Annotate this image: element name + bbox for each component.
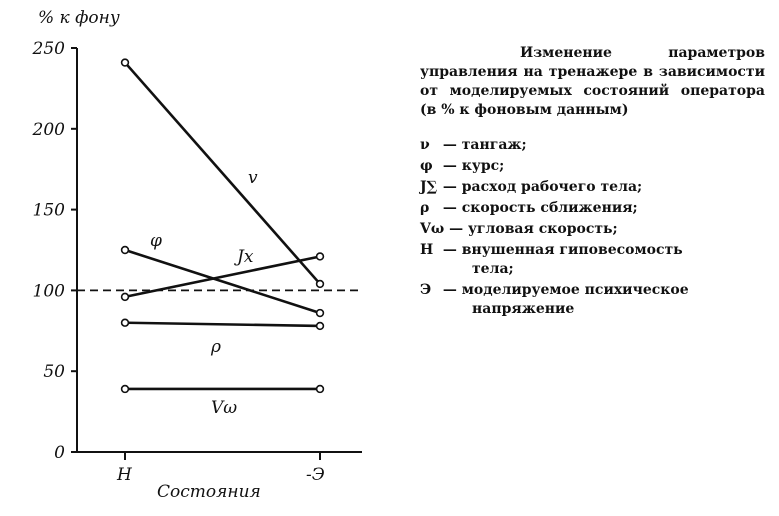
series-label: Vω [211,398,238,418]
figure-caption [420,44,765,321]
y-tick-label: 150 [32,200,65,221]
data-point [122,293,129,300]
legend-text: — расход рабочего тела; [442,179,643,195]
legend-symbol: J∑ [420,179,438,195]
legend-symbol: ν [420,137,430,153]
legend-item-h [420,241,765,279]
data-point [317,310,324,317]
data-point [317,253,324,260]
caption-title: Изменение параметров управления на тренажере в зависимости от моделируемых состояний оператора (в % к фоновым данным) [420,45,765,118]
x-axis-label: Состояния [157,482,261,502]
y-tick-label: 250 [32,39,65,59]
series-lines [125,63,320,389]
legend-text: — скорость сближения; [442,200,638,216]
y-tick-label: 100 [32,281,65,302]
legend-item-fuel [420,178,765,197]
series-label: φ [150,231,162,251]
legend-item-e [420,281,765,319]
data-point [122,386,129,393]
y-tick-label: 50 [43,362,65,383]
legend-list [420,136,765,319]
series-labels [150,168,258,418]
legend-symbol: Н [420,242,434,258]
y-tick-label: 0 [54,443,65,463]
series-label: v [248,168,258,188]
x-ticks [116,452,325,485]
y-ticks [32,39,77,463]
legend-item-approach-speed [420,199,765,218]
series-label: Jx [237,247,254,267]
legend-item-course [420,157,765,176]
legend-item-pitch [420,136,765,155]
data-point [317,323,324,330]
series-points [122,59,324,392]
legend-text-cont: тела; [472,261,514,277]
x-tick-label: Н [117,465,132,485]
y-axis-label: % к фону [38,8,120,28]
legend-text: — курс; [442,158,505,174]
legend-symbol: Э [420,282,432,298]
legend-symbol: φ [420,158,433,174]
x-tick-label: -Э [306,465,325,485]
legend-symbol: Vω [420,221,445,237]
data-point [317,281,324,288]
y-tick-label: 200 [32,119,65,140]
data-point [122,247,129,254]
legend-text: — внушенная гиповесомость [442,242,683,258]
legend-text: — тангаж; [442,137,527,153]
series-line [125,250,320,313]
data-point [122,59,129,66]
data-point [122,319,129,326]
legend-symbol: ρ [420,200,430,216]
legend-text: — моделируемое психическое [442,282,689,298]
series-line [125,323,320,326]
legend-item-angular-speed [420,220,765,239]
series-label: ρ [211,337,221,357]
legend-text-cont: напряжение [472,301,575,317]
legend-text: — угловая скорость; [449,221,618,237]
data-point [317,386,324,393]
